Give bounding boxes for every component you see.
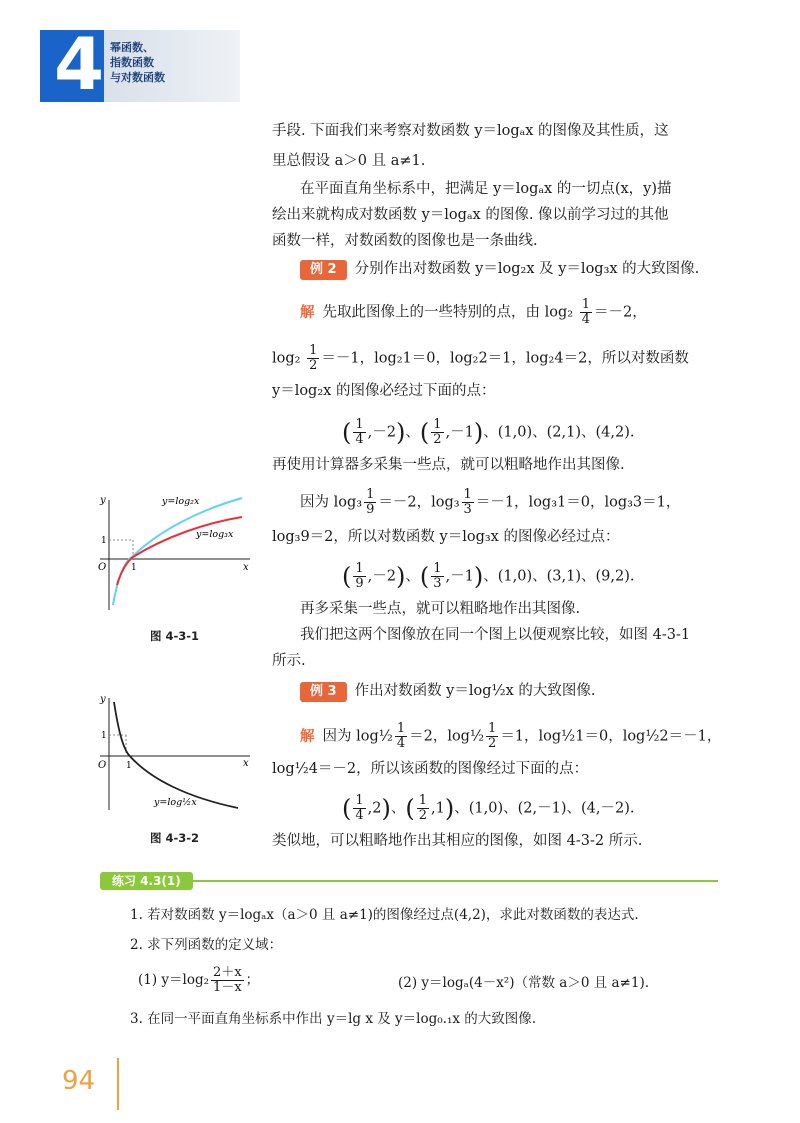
solution-label: 解	[300, 728, 315, 745]
fraction-one-third	[431, 562, 443, 591]
paragraph-2-line-2: 绘出来就构成对数函数 y＝logₐx 的图像. 像以前学习过的其他	[272, 207, 669, 223]
exercise-question-2-2: (2) y＝logₐ(4－x²)（常数 a＞0 且 a≠1).	[398, 975, 650, 991]
figure-4-3-1	[90, 490, 260, 615]
paragraph-1-line-2: 里总假设 a＞0 且 a≠1.	[272, 153, 426, 169]
solution-2-line-1	[272, 298, 760, 327]
text-segment: ；	[245, 972, 260, 988]
solution-2b-line-6: 所示.	[272, 653, 306, 669]
figure-4-3-1-caption: 图 4-3-1	[150, 629, 200, 643]
fraction-one-quarter	[395, 722, 407, 751]
fraction-one-half	[417, 794, 429, 823]
fraction-denominator: 4	[581, 312, 590, 327]
fraction-numerator: 1	[463, 487, 472, 502]
fraction-denominator: 3	[463, 502, 472, 517]
fraction-numerator: 1	[355, 793, 364, 808]
point-y: ,－2	[367, 424, 396, 441]
fraction-denominator: 9	[355, 576, 364, 591]
fraction-numerator: 1	[309, 343, 318, 358]
solution-3-points: ( $\frac{1}{4}$ ,2)、( $\frac{1}{2}$ ,1)、(1,0)、(2,－1)、(4,－2).	[342, 793, 635, 823]
point-y: ,2	[367, 800, 382, 817]
fraction-numerator: 1	[418, 793, 428, 808]
curve-log3-label: y=log₃x	[196, 529, 234, 540]
fraction-denominator: 9	[366, 502, 375, 517]
exercise-question-3: 3. 在同一平面直角坐标系中作出 y＝lg x 及 y＝log₀.₁x 的大致图像.	[130, 1011, 537, 1027]
point-y: ,－1	[445, 568, 474, 585]
figure-4-3-2	[90, 690, 260, 815]
fraction-domain	[211, 966, 244, 995]
fraction-one-half	[486, 722, 498, 751]
chapter-title-line-3: 与对数函数	[110, 71, 165, 84]
curve-log2-label: y=log₂x	[162, 496, 200, 507]
point-y: ,1	[431, 800, 445, 817]
fraction-numerator: 1	[488, 721, 497, 736]
solution-3-line-1	[272, 722, 760, 751]
fraction-numerator: 1	[433, 417, 442, 432]
chapter-title-line-2: 指数函数	[110, 56, 154, 69]
solution-2-line-2	[272, 344, 732, 373]
example-2-text: 分别作出对数函数 y＝log₂x 及 y＝log₃x 的大致图像.	[354, 261, 700, 277]
separator: 、	[390, 800, 406, 817]
solution-2-line-1-a: 先取此图像上的一些特别的点，由 log₂	[322, 304, 574, 321]
point-y: ,－1	[445, 424, 474, 441]
solution-2b-line-4: 再多采集一些点，就可以粗略地作出其图像.	[300, 601, 581, 617]
exercise-question-1: 1. 若对数函数 y＝logₐx（a＞0 且 a≠1)的图像经过点(4,2)，求此对数函数的表达式.	[130, 907, 639, 923]
solution-2b-line-5: 我们把这两个图像放在同一个图上以便观察比较，如图 4-3-1	[300, 627, 691, 643]
fraction-numerator: 1	[355, 561, 364, 576]
fraction-denominator: 4	[355, 432, 364, 447]
separator: 、	[405, 424, 420, 441]
fraction-denominator: 2	[418, 808, 428, 823]
solution-2b-points: ( $\frac{1}{9}$ ,－2)、( $\frac{1}{3}$ ,－1)、(1,0)、(3,1)、(9,2).	[342, 561, 635, 591]
text-segment: (1) y＝log₂	[138, 972, 210, 988]
fraction-denominator: 2	[309, 358, 318, 373]
fraction-one-half	[431, 418, 443, 447]
solution-2-line-2-b: ＝－1，log₂1＝0，log₂2＝1，log₂4＝2，所以对数函数	[321, 350, 689, 367]
paragraph-2-line-1: 在平面直角坐标系中，把满足 y＝logₐx 的一切点(x，y)描	[300, 181, 672, 197]
origin-label: O	[98, 562, 107, 573]
chapter-title-line-1: 幂函数、	[110, 41, 154, 54]
fraction-denominator: 1－x	[213, 980, 242, 995]
curve-log3	[117, 517, 242, 585]
text-segment: 因为 log½	[322, 728, 393, 745]
fraction-denominator: 2	[433, 432, 442, 447]
chapter-header	[40, 22, 240, 106]
fraction-one-third	[462, 488, 474, 517]
fraction-denominator: 4	[355, 808, 364, 823]
fraction-numerator: 1	[366, 487, 375, 502]
chapter-title	[110, 40, 165, 85]
exercise-question-2: 2. 求下列函数的定义域：	[130, 937, 283, 953]
fraction-one-quarter	[580, 298, 592, 327]
text-segment: ＝2，log½	[409, 728, 485, 745]
curve-log2	[113, 498, 242, 605]
solution-3-line-2: log½4＝－2，所以该函数的图像经过下面的点：	[272, 761, 589, 777]
page-number-divider	[117, 1058, 119, 1110]
solution-2-line-1-b: ＝－2，	[593, 304, 647, 321]
fraction-denominator: 4	[396, 736, 406, 751]
paragraph-2-line-3: 函数一样，对数函数的图像也是一条曲线.	[272, 233, 538, 249]
axis-label-x: x	[243, 758, 249, 769]
axis-label-y: y	[100, 694, 106, 705]
tick-label-y1: 1	[101, 731, 107, 741]
curve-log-half-label: y=log½x	[154, 797, 197, 808]
solution-label: 解	[300, 304, 315, 321]
example-3-badge: 例 3	[300, 682, 347, 702]
chapter-number: 4	[54, 22, 105, 106]
solution-2b-line-1	[272, 488, 760, 517]
example-2-badge: 例 2	[300, 260, 347, 280]
fraction-numerator: 2＋x	[213, 965, 242, 980]
origin-label: O	[98, 760, 107, 771]
fraction-denominator: 2	[488, 736, 497, 751]
solution-2-points: ( $\frac{1}{4}$ ,－2)、( $\frac{1}{2}$ ,－1)、(1,0)、(2,1)、(4,2).	[342, 417, 635, 447]
text-segment: ＝－2，log₃	[378, 494, 460, 511]
curve-log-half	[114, 702, 238, 808]
exercise-header	[100, 872, 718, 890]
fraction-one-ninth	[364, 488, 376, 517]
fraction-one-half	[307, 344, 319, 373]
fraction-one-quarter	[353, 418, 365, 447]
solution-2b-line-2: log₃9＝2，所以对数函数 y＝log₃x 的图像必经过点：	[272, 529, 620, 545]
fraction-numerator: 1	[355, 417, 364, 432]
solution-3-points-tail: 、(1,0)、(2,－1)、(4,－2).	[454, 800, 635, 817]
solution-2-line-5: 再使用计算器多采集一些点，就可以粗略地作出其图像.	[272, 457, 625, 473]
fraction-one-ninth	[353, 562, 365, 591]
tick-label-x1: 1	[126, 761, 132, 771]
example-3-text: 作出对数函数 y＝log½x 的大致图像.	[354, 683, 596, 699]
fraction-numerator: 1	[396, 721, 406, 736]
exercise-title: 练习 4.3(1)	[100, 872, 193, 890]
solution-2-points-tail: 、(1,0)、(2,1)、(4,2).	[483, 424, 635, 441]
page-number: 94	[62, 1066, 96, 1096]
text-segment: ＝－1，log₃1＝0，log₃3＝1，	[475, 494, 681, 511]
solution-3-line-4: 类似地，可以粗略地作出其相应的图像，如图 4-3-2 所示.	[272, 833, 643, 849]
solution-2-line-3: y＝log₂x 的图像必经过下面的点：	[272, 383, 496, 399]
tick-label-x1: 1	[131, 563, 137, 573]
fraction-numerator: 1	[581, 297, 590, 312]
figure-4-3-2-caption: 图 4-3-2	[150, 831, 200, 845]
separator: 、	[405, 568, 420, 585]
exercise-question-2-1	[138, 966, 259, 995]
text-segment: ＝1，log½1＝0，log½2＝－1，	[500, 728, 722, 745]
solution-2b-points-tail: 、(1,0)、(3,1)、(9,2).	[483, 568, 635, 585]
fraction-one-quarter	[353, 794, 365, 823]
tick-label-y1: 1	[101, 536, 107, 546]
fraction-denominator: 3	[433, 576, 442, 591]
example-2-heading	[272, 260, 760, 280]
solution-2-line-2-a: log₂	[272, 350, 301, 367]
text-segment: 因为 log₃	[300, 494, 363, 511]
axis-label-y: y	[100, 495, 106, 506]
example-3-heading	[272, 682, 760, 702]
axis-label-x: x	[243, 562, 249, 573]
fraction-numerator: 1	[433, 561, 442, 576]
point-y: ,－2	[367, 568, 396, 585]
paragraph-1-line-1: 手段. 下面我们来考察对数函数 y＝logₐx 的图像及其性质，这	[272, 123, 669, 139]
